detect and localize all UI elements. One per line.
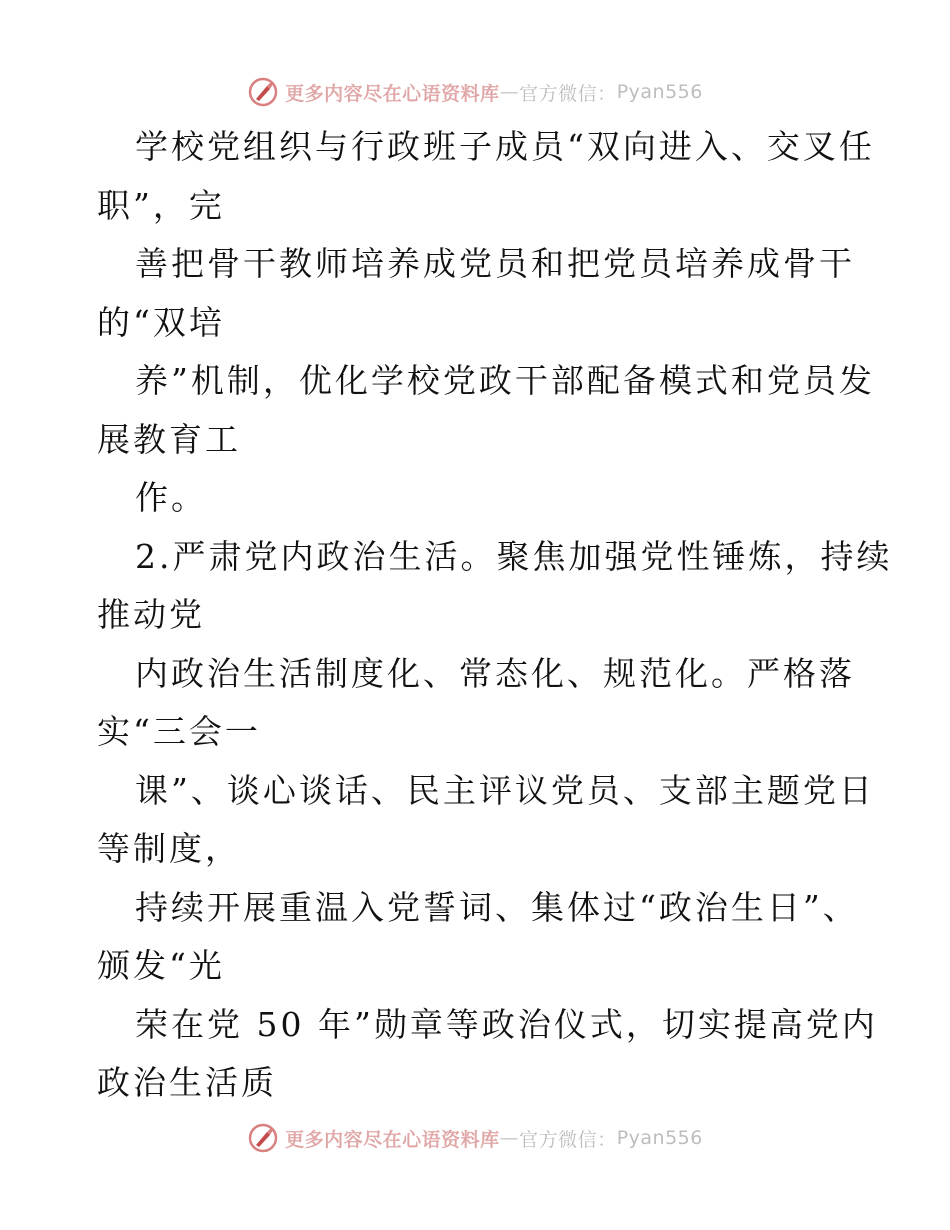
text-line: 展教育工 [97, 419, 241, 459]
text-line: 颁发“光 [97, 946, 225, 985]
watermark-separator: — [499, 81, 520, 103]
text-line: 荣在党 50 年”勋章等政治仪式，切实提高党内 [135, 1004, 878, 1044]
header-watermark [0, 72, 950, 112]
watermark-wechat-id: Pyan556 [616, 1127, 703, 1149]
pen-nib-seal-icon [247, 76, 279, 108]
text-line: 实“三会一 [97, 712, 261, 751]
text-line: 学校党组织与行政班子成员“双向进入、交叉任 [135, 127, 875, 166]
text-line: 内政治生活制度化、常态化、规范化。严格落 [135, 653, 855, 693]
pen-nib-seal-icon [247, 1122, 279, 1154]
text-line: 持续开展重温入党誓词、集体过“政治生日”、 [135, 887, 859, 927]
text-line: 职”，完 [97, 185, 225, 225]
text-line: 2.严肃党内政治生活。聚焦加强党性锤炼，持续 [135, 536, 893, 576]
document-body [97, 118, 893, 1113]
watermark-separator: — [499, 1127, 520, 1149]
text-line: 推动党 [97, 595, 205, 634]
text-line: 作。 [135, 478, 207, 517]
watermark-wechat-label: 官方微信： [519, 82, 617, 105]
text-line: 的“双培 [97, 302, 225, 342]
text-line: 善把骨干教师培养成党员和把党员培养成骨干 [135, 244, 855, 283]
text-line: 养”机制，优化学校党政干部配备模式和党员发 [135, 361, 875, 400]
text-line: 课”、谈心谈话、民主评议党员、支部主题党日 [135, 770, 875, 810]
watermark-main-text: 更多内容尽在心语资料库 [285, 1128, 500, 1151]
watermark-wechat-id: Pyan556 [616, 81, 703, 103]
watermark-wechat-label: 官方微信： [519, 1128, 617, 1151]
watermark-main-text: 更多内容尽在心语资料库 [285, 82, 500, 105]
footer-watermark [0, 1118, 950, 1158]
text-line: 政治生活质 [97, 1063, 277, 1102]
text-line: 等制度， [97, 829, 241, 868]
